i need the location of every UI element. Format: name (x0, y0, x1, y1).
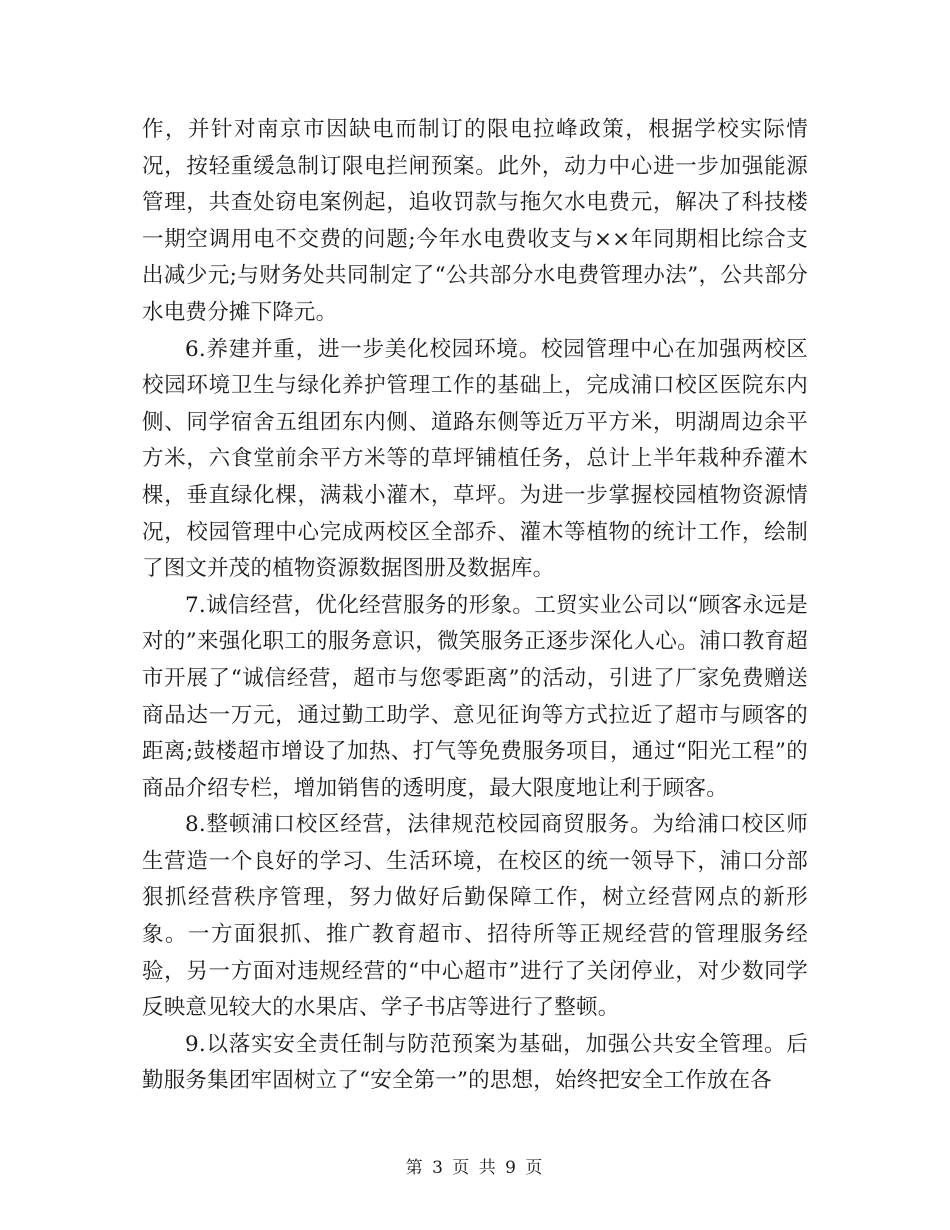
paragraph-item-6: 6.养建并重，进一步美化校园环境。校园管理中心在加强两校区校园环境卫生与绿化养护管理工作的基础上，完成浦口校区医院东内侧、同学宿舍五组团东内侧、道路东侧等近万平方米，明湖周边余平方米，六食堂前余平方米等的草坪铺植任务，总计上半年栽种乔灌木棵，垂直绿化棵，满栽小灌木，草坪。为进一步掌握校园植物资源情况，校园管理中心完成两校区全部乔、灌木等植物的统计工作，绘制了图文并茂的植物资源数据图册及数据库。 (142, 336, 808, 582)
paragraph-item-7: 7.诚信经营，优化经营服务的形象。工贸实业公司以“顾客永远是对的”来强化职工的服务意识，微笑服务正逐步深化人心。浦口教育超市开展了“诚信经营，超市与您零距离”的活动，引进了厂家免费赠送商品达一万元，通过勤工助学、意见征询等方式拉近了超市与顾客的距离;鼓楼超市增设了加热、打气等免费服务项目，通过“阳光工程”的商品介绍专栏，增加销售的透明度，最大限度地让利于顾客。 (142, 592, 808, 801)
document-body (142, 112, 808, 1100)
paragraph-item-8: 8.整顿浦口校区经营，法律规范校园商贸服务。为给浦口校区师生营造一个良好的学习、生活环境，在校区的统一领导下，浦口分部狠抓经营秩序管理，努力做好后勤保障工作，树立经营网点的新形象。一方面狠抓、推广教育超市、招待所等正规经营的管理服务经验，另一方面对违规经营的“中心超市”进行了关闭停业，对少数同学反映意见较大的水果店、学子书店等进行了整顿。 (142, 812, 808, 1021)
page-number-footer: 第 3 页 共 9 页 (405, 1158, 545, 1178)
paragraph-continuation: 作，并针对南京市因缺电而制订的限电拉峰政策，根据学校实际情况，按轻重缓急制订限电拦闸预案。此外，动力中心进一步加强能源管理，共查处窃电案例起，追收罚款与拖欠水电费元，解决了科技楼一期空调用电不交费的问题;今年水电费收支与××年同期相比综合支出减少元;与财务处共同制定了“公共部分水电费管理办法”，公共部分水电费分摊下降元。 (142, 117, 808, 325)
paragraph-item-9: 9.以落实安全责任制与防范预案为基础，加强公共安全管理。后勤服务集团牢固树立了“安全第一”的思想，始终把安全工作放在各 (142, 1031, 808, 1094)
